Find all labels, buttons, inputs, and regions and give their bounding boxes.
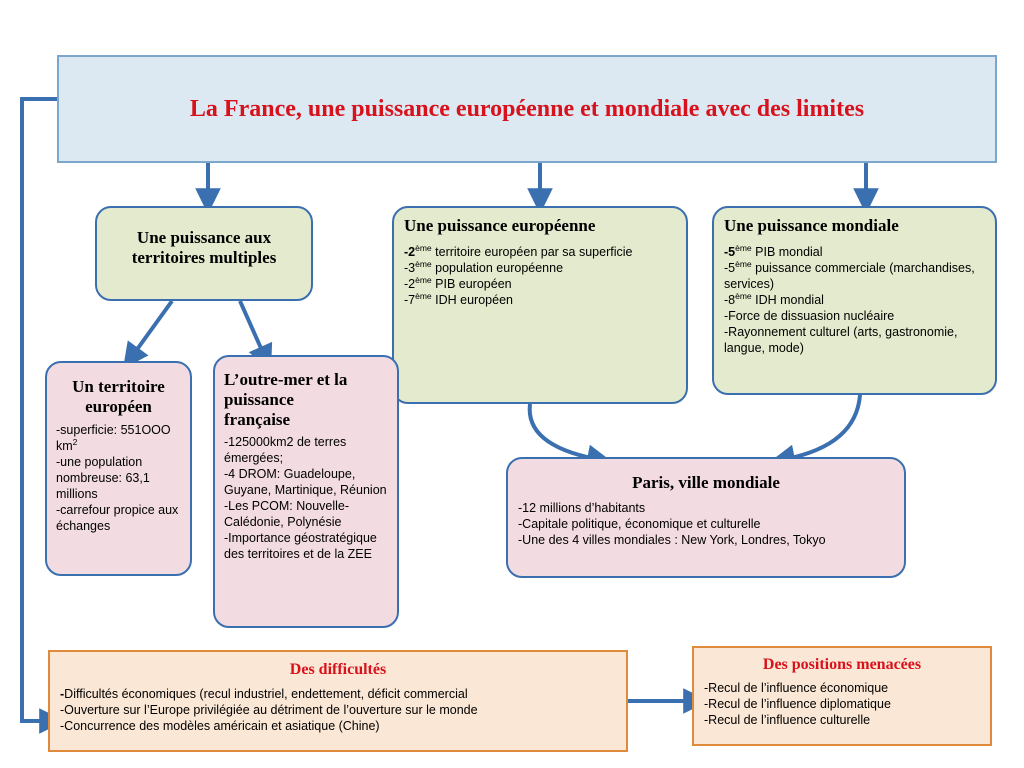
box-puissance-mondiale — [712, 206, 997, 395]
box-puissance-europeenne — [392, 206, 688, 404]
box-territoire-europeen — [45, 361, 192, 576]
list-item: -Force de dissuasion nucléaire — [724, 309, 895, 323]
outre-mer-heading-line3: française — [224, 410, 291, 429]
paris-list — [518, 500, 894, 548]
diagram-title-box — [57, 55, 997, 163]
territoires-multiples-heading-line2: territoires multiples — [131, 248, 277, 267]
box-des-difficultes — [48, 650, 628, 752]
list-item: -8ème IDH mondial — [724, 290, 824, 307]
list-item: -Capitale politique, économique et culturelle — [518, 517, 761, 531]
list-item: -Importance géostratégique des territoires et de la ZEE — [224, 531, 377, 561]
positions-menacees-heading: Des positions menacées — [762, 656, 922, 673]
difficultes-list — [60, 686, 616, 734]
list-item: -7ème IDH européen — [404, 290, 513, 307]
list-item: -4 DROM: Guadeloupe, Guyane, Martinique, Réunion — [224, 467, 387, 497]
territoire-europeen-heading-line2: européen — [85, 397, 152, 416]
list-item: -Recul de l’influence culturelle — [704, 713, 871, 727]
outre-mer-list — [224, 434, 388, 562]
list-item: -125000km2 de terres émergées; — [224, 435, 347, 465]
list-item: -Une des 4 villes mondiales : New York, Londres, Tokyo — [518, 533, 826, 547]
outre-mer-heading-line1: L’outre-mer et la — [224, 370, 348, 389]
list-item: -2ème territoire européen par sa superficie — [404, 242, 633, 259]
list-item: -Recul de l’influence diplomatique — [704, 697, 891, 711]
puissance-mondiale-list — [724, 244, 985, 356]
territoires-multiples-heading-line1: Une puissance aux — [136, 228, 272, 247]
positions-menacees-list — [704, 680, 980, 728]
box-territoires-multiples — [95, 206, 313, 301]
list-item: -5ème PIB mondial — [724, 242, 823, 259]
list-item: -Les PCOM: Nouvelle-Calédonie, Polynésie — [224, 499, 350, 529]
box-des-positions-menacees — [692, 646, 992, 746]
list-item: -carrefour propice aux échanges — [56, 503, 179, 533]
list-item: -Concurrence des modèles américain et asiatique (Chine) — [60, 719, 380, 733]
box-paris-ville-mondiale — [506, 457, 906, 578]
list-item: -Rayonnement culturel (arts, gastronomie, langue, mode) — [724, 325, 958, 355]
list-item: -2ème PIB européen — [404, 274, 512, 291]
territoire-europeen-heading-line1: Un territoire — [72, 377, 165, 396]
page-title: La France, une puissance européenne et mondiale avec des limites — [189, 95, 865, 122]
list-item: -Recul de l’influence économique — [704, 681, 889, 695]
difficultes-heading: Des difficultés — [289, 661, 387, 678]
list-item: -3ème population européenne — [404, 258, 564, 275]
puissance-mondiale-heading: Une puissance mondiale — [724, 216, 899, 235]
list-item: -12 millions d’habitants — [518, 501, 646, 515]
box-outre-mer — [213, 355, 399, 628]
list-item: -Difficultés économiques (recul industriel, endettement, déficit commercial — [60, 687, 468, 701]
outre-mer-heading-line2: puissance — [224, 390, 294, 409]
list-item: -une population nombreuse: 63,1 millions — [56, 455, 150, 501]
puissance-europeenne-heading: Une puissance européenne — [404, 216, 596, 235]
puissance-europeenne-list — [404, 244, 676, 308]
paris-heading: Paris, ville mondiale — [632, 473, 780, 492]
territoire-europeen-list — [56, 422, 181, 534]
list-item: -Ouverture sur l’Europe privilégiée au détriment de l’ouverture sur le monde — [60, 703, 478, 717]
list-item: -5ème puissance commerciale (marchandises, services) — [724, 258, 975, 291]
list-item: -superficie: 551OOO $km^2$ — [56, 423, 171, 453]
